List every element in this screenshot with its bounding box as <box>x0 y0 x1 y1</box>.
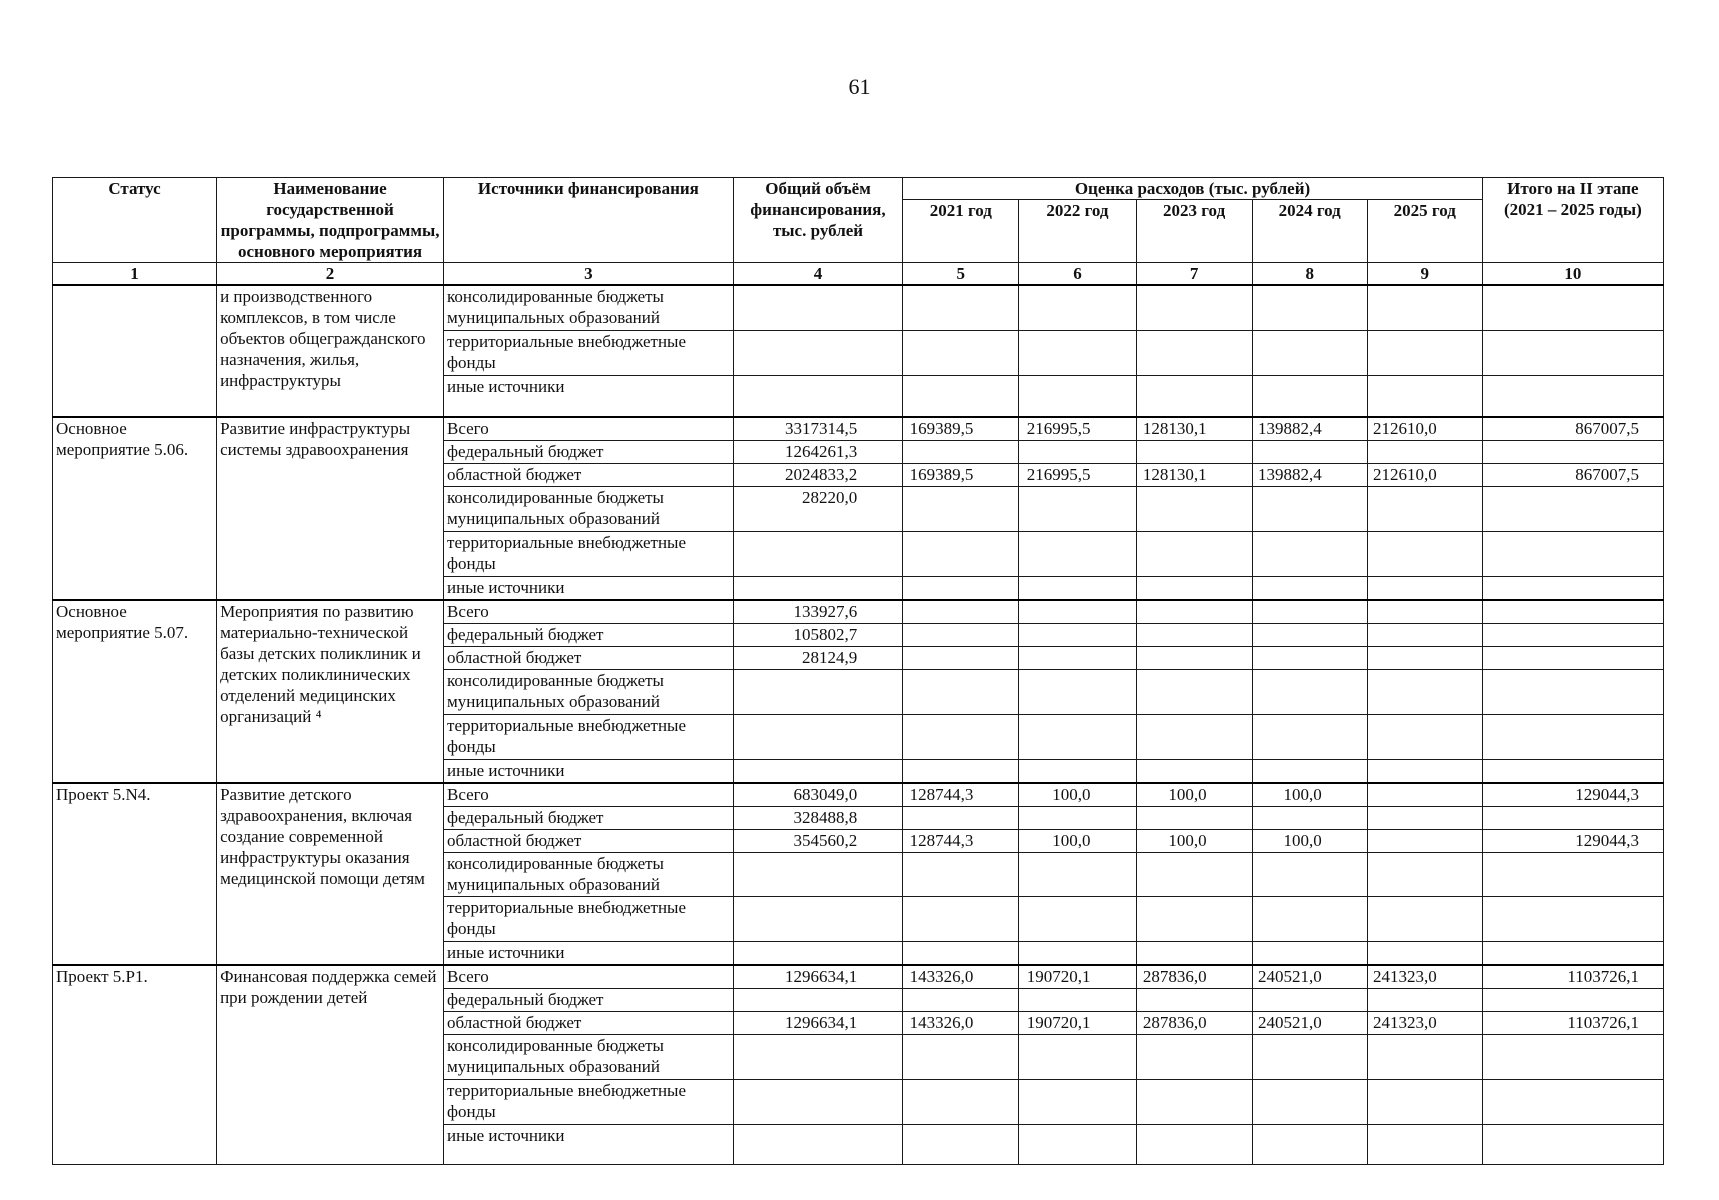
source-cell: территориальные внебюджетные фонды <box>444 1080 734 1125</box>
value-cell <box>1252 1080 1367 1125</box>
value-cell: 354560,2 <box>733 829 902 852</box>
value-cell: 143326,0 <box>903 965 1019 989</box>
value-cell <box>733 759 902 783</box>
value-cell <box>1136 330 1252 375</box>
program-name-cell: Развитие детского здравоохранения, включая создание современной инфраструктуры оказания медицинской помощи детям <box>217 783 444 966</box>
status-cell: Основное мероприятие 5.06. <box>53 417 217 600</box>
value-cell <box>1252 942 1367 966</box>
value-cell <box>733 897 902 942</box>
source-cell: Всего <box>444 417 734 441</box>
value-cell <box>1252 600 1367 624</box>
source-cell: иные источники <box>444 576 734 600</box>
value-cell <box>733 714 902 759</box>
source-cell: областной бюджет <box>444 1012 734 1035</box>
value-cell <box>1482 330 1663 375</box>
source-cell: федеральный бюджет <box>444 806 734 829</box>
value-cell <box>1367 1035 1482 1080</box>
program-name-cell: Финансовая поддержка семей при рождении детей <box>217 965 444 1164</box>
value-cell <box>1136 669 1252 714</box>
value-cell <box>1136 1125 1252 1165</box>
value-cell <box>1136 600 1252 624</box>
value-cell: 128744,3 <box>903 783 1019 807</box>
value-cell <box>1367 942 1482 966</box>
value-cell <box>733 1080 902 1125</box>
value-cell <box>1482 1125 1663 1165</box>
column-number: 4 <box>733 263 902 286</box>
value-cell: 287836,0 <box>1136 965 1252 989</box>
source-cell: консолидированные бюджеты муниципальных образований <box>444 669 734 714</box>
value-cell <box>1136 375 1252 417</box>
header-year: 2025 год <box>1367 200 1482 263</box>
header-total: Общий объём финансирования, тыс. рублей <box>733 178 902 263</box>
value-cell <box>1367 285 1482 330</box>
table-row <box>53 965 1664 989</box>
value-cell <box>1019 759 1136 783</box>
value-cell <box>1367 852 1482 897</box>
value-cell <box>903 806 1019 829</box>
value-cell <box>1482 576 1663 600</box>
column-number: 5 <box>903 263 1019 286</box>
value-cell: 3317314,5 <box>733 417 902 441</box>
value-cell <box>1019 487 1136 532</box>
value-cell <box>1482 942 1663 966</box>
value-cell: 240521,0 <box>1252 1012 1367 1035</box>
value-cell <box>1136 806 1252 829</box>
value-cell <box>1136 714 1252 759</box>
value-cell <box>1019 1035 1136 1080</box>
value-cell <box>903 623 1019 646</box>
value-cell: 683049,0 <box>733 783 902 807</box>
value-cell: 216995,5 <box>1019 464 1136 487</box>
value-cell <box>1136 989 1252 1012</box>
value-cell: 128130,1 <box>1136 417 1252 441</box>
value-cell: 100,0 <box>1019 829 1136 852</box>
value-cell: 128744,3 <box>903 829 1019 852</box>
source-cell: территориальные внебюджетные фонды <box>444 897 734 942</box>
value-cell <box>1482 1035 1663 1080</box>
value-cell <box>1252 441 1367 464</box>
value-cell <box>1482 285 1663 330</box>
value-cell <box>1019 576 1136 600</box>
value-cell <box>903 375 1019 417</box>
value-cell <box>733 531 902 576</box>
value-cell <box>1252 714 1367 759</box>
value-cell <box>1367 623 1482 646</box>
value-cell: 28220,0 <box>733 487 902 532</box>
value-cell <box>1019 623 1136 646</box>
value-cell <box>733 576 902 600</box>
source-cell: иные источники <box>444 375 734 417</box>
source-cell: Всего <box>444 600 734 624</box>
value-cell <box>1482 897 1663 942</box>
source-cell: территориальные внебюджетные фонды <box>444 714 734 759</box>
value-cell <box>1019 285 1136 330</box>
value-cell <box>1019 989 1136 1012</box>
value-cell: 100,0 <box>1136 783 1252 807</box>
value-cell <box>1019 1125 1136 1165</box>
value-cell <box>1136 852 1252 897</box>
value-cell: 143326,0 <box>903 1012 1019 1035</box>
value-cell <box>1482 806 1663 829</box>
value-cell <box>903 330 1019 375</box>
value-cell: 100,0 <box>1252 783 1367 807</box>
value-cell <box>1136 285 1252 330</box>
value-cell: 100,0 <box>1019 783 1136 807</box>
source-cell: федеральный бюджет <box>444 989 734 1012</box>
value-cell <box>1136 576 1252 600</box>
value-cell <box>733 375 902 417</box>
value-cell <box>903 531 1019 576</box>
value-cell <box>1136 531 1252 576</box>
value-cell <box>1482 600 1663 624</box>
value-cell: 328488,8 <box>733 806 902 829</box>
value-cell <box>1019 806 1136 829</box>
value-cell <box>733 989 902 1012</box>
value-cell <box>1367 531 1482 576</box>
value-cell <box>733 669 902 714</box>
value-cell <box>1252 669 1367 714</box>
value-cell <box>1367 759 1482 783</box>
source-cell: территориальные внебюджетные фонды <box>444 330 734 375</box>
value-cell <box>1136 623 1252 646</box>
header-year: 2023 год <box>1136 200 1252 263</box>
value-cell: 240521,0 <box>1252 965 1367 989</box>
value-cell <box>1252 375 1367 417</box>
value-cell: 128130,1 <box>1136 464 1252 487</box>
value-cell <box>1367 806 1482 829</box>
value-cell <box>1482 487 1663 532</box>
value-cell <box>1019 375 1136 417</box>
value-cell <box>1136 897 1252 942</box>
value-cell: 241323,0 <box>1367 965 1482 989</box>
value-cell: 190720,1 <box>1019 965 1136 989</box>
header-sources: Источники финансирования <box>444 178 734 263</box>
value-cell <box>733 330 902 375</box>
column-number: 9 <box>1367 263 1482 286</box>
value-cell <box>1367 375 1482 417</box>
value-cell <box>903 285 1019 330</box>
value-cell <box>903 576 1019 600</box>
value-cell <box>1136 759 1252 783</box>
column-number: 3 <box>444 263 734 286</box>
table-row <box>53 600 1664 624</box>
value-cell <box>1019 897 1136 942</box>
header-estimate: Оценка расходов (тыс. рублей) <box>903 178 1483 200</box>
value-cell: 212610,0 <box>1367 464 1482 487</box>
value-cell <box>1019 531 1136 576</box>
source-cell: территориальные внебюджетные фонды <box>444 531 734 576</box>
value-cell <box>1019 600 1136 624</box>
source-cell: иные источники <box>444 942 734 966</box>
value-cell <box>903 1035 1019 1080</box>
value-cell <box>1367 714 1482 759</box>
source-cell: консолидированные бюджеты муниципальных образований <box>444 852 734 897</box>
value-cell: 241323,0 <box>1367 1012 1482 1035</box>
value-cell: 169389,5 <box>903 464 1019 487</box>
value-cell <box>1482 989 1663 1012</box>
value-cell <box>1482 852 1663 897</box>
value-cell <box>1136 646 1252 669</box>
value-cell <box>1136 942 1252 966</box>
value-cell: 190720,1 <box>1019 1012 1136 1035</box>
value-cell <box>733 852 902 897</box>
value-cell <box>1252 576 1367 600</box>
value-cell <box>903 852 1019 897</box>
value-cell <box>1252 989 1367 1012</box>
value-cell: 867007,5 <box>1482 417 1663 441</box>
value-cell: 2024833,2 <box>733 464 902 487</box>
value-cell <box>733 285 902 330</box>
value-cell: 100,0 <box>1252 829 1367 852</box>
page-number: 61 <box>848 74 871 99</box>
source-cell: областной бюджет <box>444 646 734 669</box>
value-cell <box>1136 1080 1252 1125</box>
value-cell: 129044,3 <box>1482 829 1663 852</box>
value-cell <box>733 1125 902 1165</box>
value-cell <box>1482 531 1663 576</box>
value-cell <box>903 942 1019 966</box>
source-cell: федеральный бюджет <box>444 441 734 464</box>
status-cell: Проект 5.N4. <box>53 783 217 966</box>
program-name-cell: Развитие инфраструктуры системы здравоохранения <box>217 417 444 600</box>
value-cell <box>1252 646 1367 669</box>
header-stage-total: Итого на II этапе (2021 – 2025 годы) <box>1482 178 1663 263</box>
value-cell <box>1019 852 1136 897</box>
source-cell: консолидированные бюджеты муниципальных образований <box>444 1035 734 1080</box>
source-cell: консолидированные бюджеты муниципальных образований <box>444 285 734 330</box>
source-cell: областной бюджет <box>444 829 734 852</box>
value-cell: 133927,6 <box>733 600 902 624</box>
value-cell <box>903 1080 1019 1125</box>
column-number: 2 <box>217 263 444 286</box>
value-cell <box>1252 330 1367 375</box>
source-cell: федеральный бюджет <box>444 623 734 646</box>
value-cell <box>1367 646 1482 669</box>
table-row <box>53 783 1664 807</box>
value-cell <box>903 1125 1019 1165</box>
funding-table <box>52 177 1664 1165</box>
value-cell <box>1019 714 1136 759</box>
value-cell <box>1367 600 1482 624</box>
value-cell: 28124,9 <box>733 646 902 669</box>
value-cell <box>903 669 1019 714</box>
value-cell <box>1252 852 1367 897</box>
column-number: 1 <box>53 263 217 286</box>
value-cell <box>1482 714 1663 759</box>
value-cell <box>1367 897 1482 942</box>
value-cell: 100,0 <box>1136 829 1252 852</box>
column-number: 6 <box>1019 263 1136 286</box>
value-cell <box>1019 330 1136 375</box>
value-cell <box>1482 441 1663 464</box>
value-cell <box>1252 1035 1367 1080</box>
value-cell <box>1252 897 1367 942</box>
value-cell: 1103726,1 <box>1482 1012 1663 1035</box>
value-cell <box>1252 806 1367 829</box>
value-cell <box>903 600 1019 624</box>
value-cell <box>733 942 902 966</box>
status-cell: Проект 5.P1. <box>53 965 217 1164</box>
value-cell <box>733 1035 902 1080</box>
value-cell <box>1482 646 1663 669</box>
source-cell: Всего <box>444 965 734 989</box>
value-cell: 1296634,1 <box>733 1012 902 1035</box>
value-cell <box>1367 330 1482 375</box>
source-cell: иные источники <box>444 759 734 783</box>
source-cell: областной бюджет <box>444 464 734 487</box>
value-cell <box>1136 487 1252 532</box>
value-cell <box>1367 1125 1482 1165</box>
value-cell: 139882,4 <box>1252 464 1367 487</box>
value-cell <box>1367 487 1482 532</box>
value-cell <box>1252 487 1367 532</box>
column-numbers-row <box>53 263 1664 286</box>
header-year: 2022 год <box>1019 200 1136 263</box>
value-cell <box>903 487 1019 532</box>
value-cell <box>1019 942 1136 966</box>
value-cell <box>1482 759 1663 783</box>
header-status: Статус <box>53 178 217 263</box>
header-year: 2021 год <box>903 200 1019 263</box>
value-cell <box>903 441 1019 464</box>
value-cell <box>1252 1125 1367 1165</box>
header-year: 2024 год <box>1252 200 1367 263</box>
value-cell <box>1367 441 1482 464</box>
value-cell <box>1482 669 1663 714</box>
value-cell <box>1019 441 1136 464</box>
column-number: 8 <box>1252 263 1367 286</box>
value-cell <box>1482 1080 1663 1125</box>
value-cell: 169389,5 <box>903 417 1019 441</box>
table-row <box>53 285 1664 330</box>
column-number: 10 <box>1482 263 1663 286</box>
value-cell: 105802,7 <box>733 623 902 646</box>
value-cell <box>1367 783 1482 807</box>
value-cell: 1296634,1 <box>733 965 902 989</box>
program-name-cell: Мероприятия по развитию материально-технической базы детских поликлиник и детских поликлинических отделений медицинских организаций ⁴ <box>217 600 444 783</box>
table-row <box>53 417 1664 441</box>
value-cell <box>903 646 1019 669</box>
value-cell: 1103726,1 <box>1482 965 1663 989</box>
value-cell <box>1252 285 1367 330</box>
source-cell: Всего <box>444 783 734 807</box>
value-cell <box>1136 441 1252 464</box>
status-cell <box>53 285 217 417</box>
program-name-cell: и производственного комплексов, в том числе объектов общегражданского назначения, жилья, инфраструктуры <box>217 285 444 417</box>
value-cell <box>1367 829 1482 852</box>
value-cell <box>1367 989 1482 1012</box>
value-cell <box>903 714 1019 759</box>
value-cell: 212610,0 <box>1367 417 1482 441</box>
value-cell <box>1367 669 1482 714</box>
value-cell <box>1019 646 1136 669</box>
value-cell: 287836,0 <box>1136 1012 1252 1035</box>
table-body <box>53 285 1664 1165</box>
value-cell <box>1367 1080 1482 1125</box>
value-cell: 867007,5 <box>1482 464 1663 487</box>
value-cell <box>903 989 1019 1012</box>
value-cell <box>1482 375 1663 417</box>
value-cell <box>1252 531 1367 576</box>
value-cell: 1264261,3 <box>733 441 902 464</box>
value-cell: 129044,3 <box>1482 783 1663 807</box>
source-cell: консолидированные бюджеты муниципальных образований <box>444 487 734 532</box>
value-cell <box>903 897 1019 942</box>
column-number: 7 <box>1136 263 1252 286</box>
value-cell <box>1019 1080 1136 1125</box>
value-cell <box>1367 576 1482 600</box>
header-name: Наименование государственной программы, подпрограммы, основного мероприятия <box>217 178 444 263</box>
value-cell <box>1019 669 1136 714</box>
value-cell <box>1252 623 1367 646</box>
value-cell: 139882,4 <box>1252 417 1367 441</box>
status-cell: Основное мероприятие 5.07. <box>53 600 217 783</box>
source-cell: иные источники <box>444 1125 734 1165</box>
value-cell <box>903 759 1019 783</box>
value-cell <box>1252 759 1367 783</box>
value-cell: 216995,5 <box>1019 417 1136 441</box>
value-cell <box>1482 623 1663 646</box>
value-cell <box>1136 1035 1252 1080</box>
